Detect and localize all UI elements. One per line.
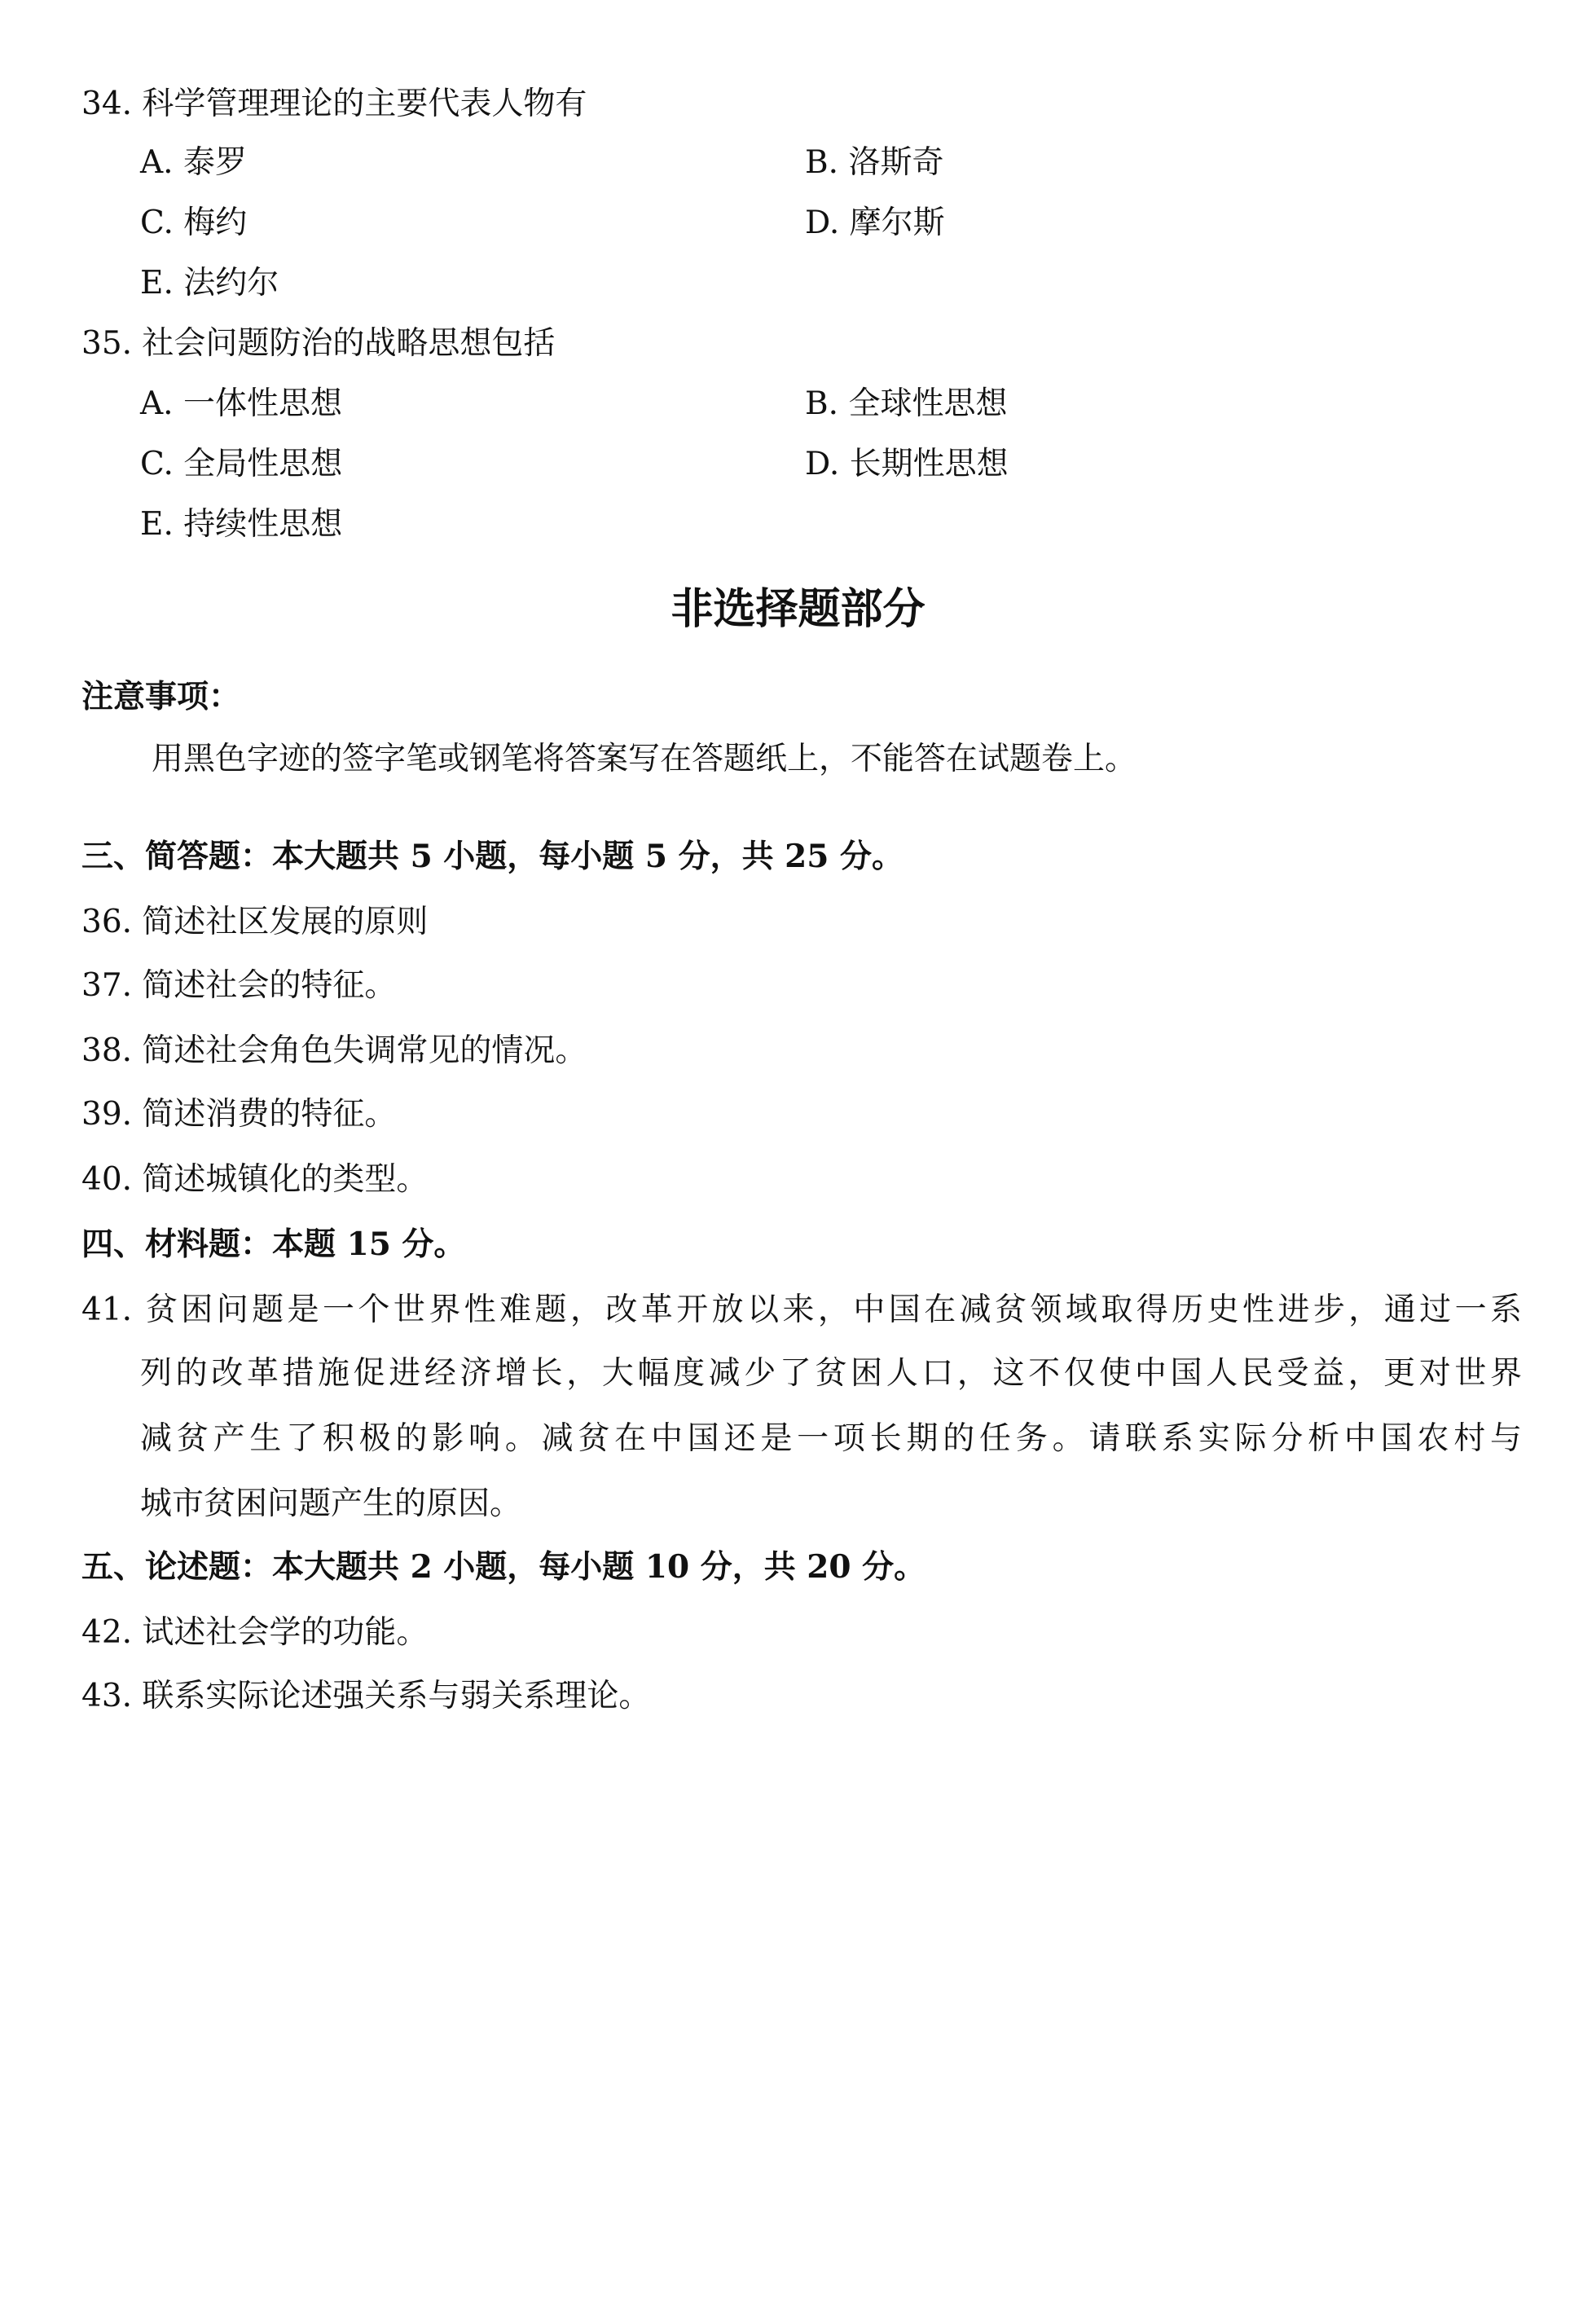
notice-label: 注意事项： (81, 679, 241, 715)
section-5-heading: 五、论述题：本大题共 2 小题，每小题 10 分，共 20 分。 (81, 1548, 926, 1586)
question-34-option-a: A. 泰罗 (140, 144, 247, 181)
question-39: 39. 简述消费的特征。 (81, 1096, 397, 1133)
question-35-stem: 35. 社会问题防治的战略思想包括 (81, 325, 556, 362)
question-37: 37. 简述社会的特征。 (81, 967, 397, 1004)
question-42: 42. 试述社会学的功能。 (81, 1614, 429, 1651)
question-35-option-a: A. 一体性思想 (140, 385, 342, 422)
question-35-option-c: C. 全局性思想 (140, 446, 343, 482)
question-36: 36. 简述社区发展的原则 (81, 904, 429, 940)
question-34-stem: 34. 科学管理理论的主要代表人物有 (81, 86, 587, 122)
question-34-option-e: E. 法约尔 (140, 265, 279, 301)
section-4-heading: 四、材料题：本题 15 分。 (81, 1226, 466, 1263)
question-34-option-b: B. 洛斯奇 (805, 144, 944, 181)
part-title: 非选择题部分 (670, 585, 926, 634)
question-41-line-4: 城市贫困问题产生的原因。 (140, 1485, 522, 1522)
notice-text: 用黑色字迹的签字笔或钢笔将答案写在答题纸上，不能答在试题卷上。 (152, 741, 1137, 777)
section-3-heading: 三、简答题：本大题共 5 小题，每小题 5 分，共 25 分。 (81, 838, 904, 875)
question-41-line-3: 减贫产生了积极的影响。减贫在中国还是一项长期的任务。请联系实际分析中国农村与 (140, 1420, 1522, 1457)
question-40: 40. 简述城镇化的类型。 (81, 1161, 429, 1198)
question-35-option-d: D. 长期性思想 (805, 446, 1009, 482)
question-35-option-b: B. 全球性思想 (805, 385, 1008, 422)
question-34-option-c: C. 梅约 (140, 205, 248, 241)
question-41-line-1: 41. 贫困问题是一个世界性难题，改革开放以来，中国在减贫领域取得历史性进步，通过一系 (81, 1292, 1522, 1328)
question-35-option-e: E. 持续性思想 (140, 506, 343, 543)
question-34-option-d: D. 摩尔斯 (805, 205, 945, 241)
question-38: 38. 简述社会角色失调常见的情况。 (81, 1032, 587, 1069)
question-43: 43. 联系实际论述强关系与弱关系理论。 (81, 1678, 651, 1714)
question-41-line-2: 列的改革措施促进经济增长，大幅度减少了贫困人口，这不仅使中国人民受益，更对世界 (140, 1355, 1522, 1392)
